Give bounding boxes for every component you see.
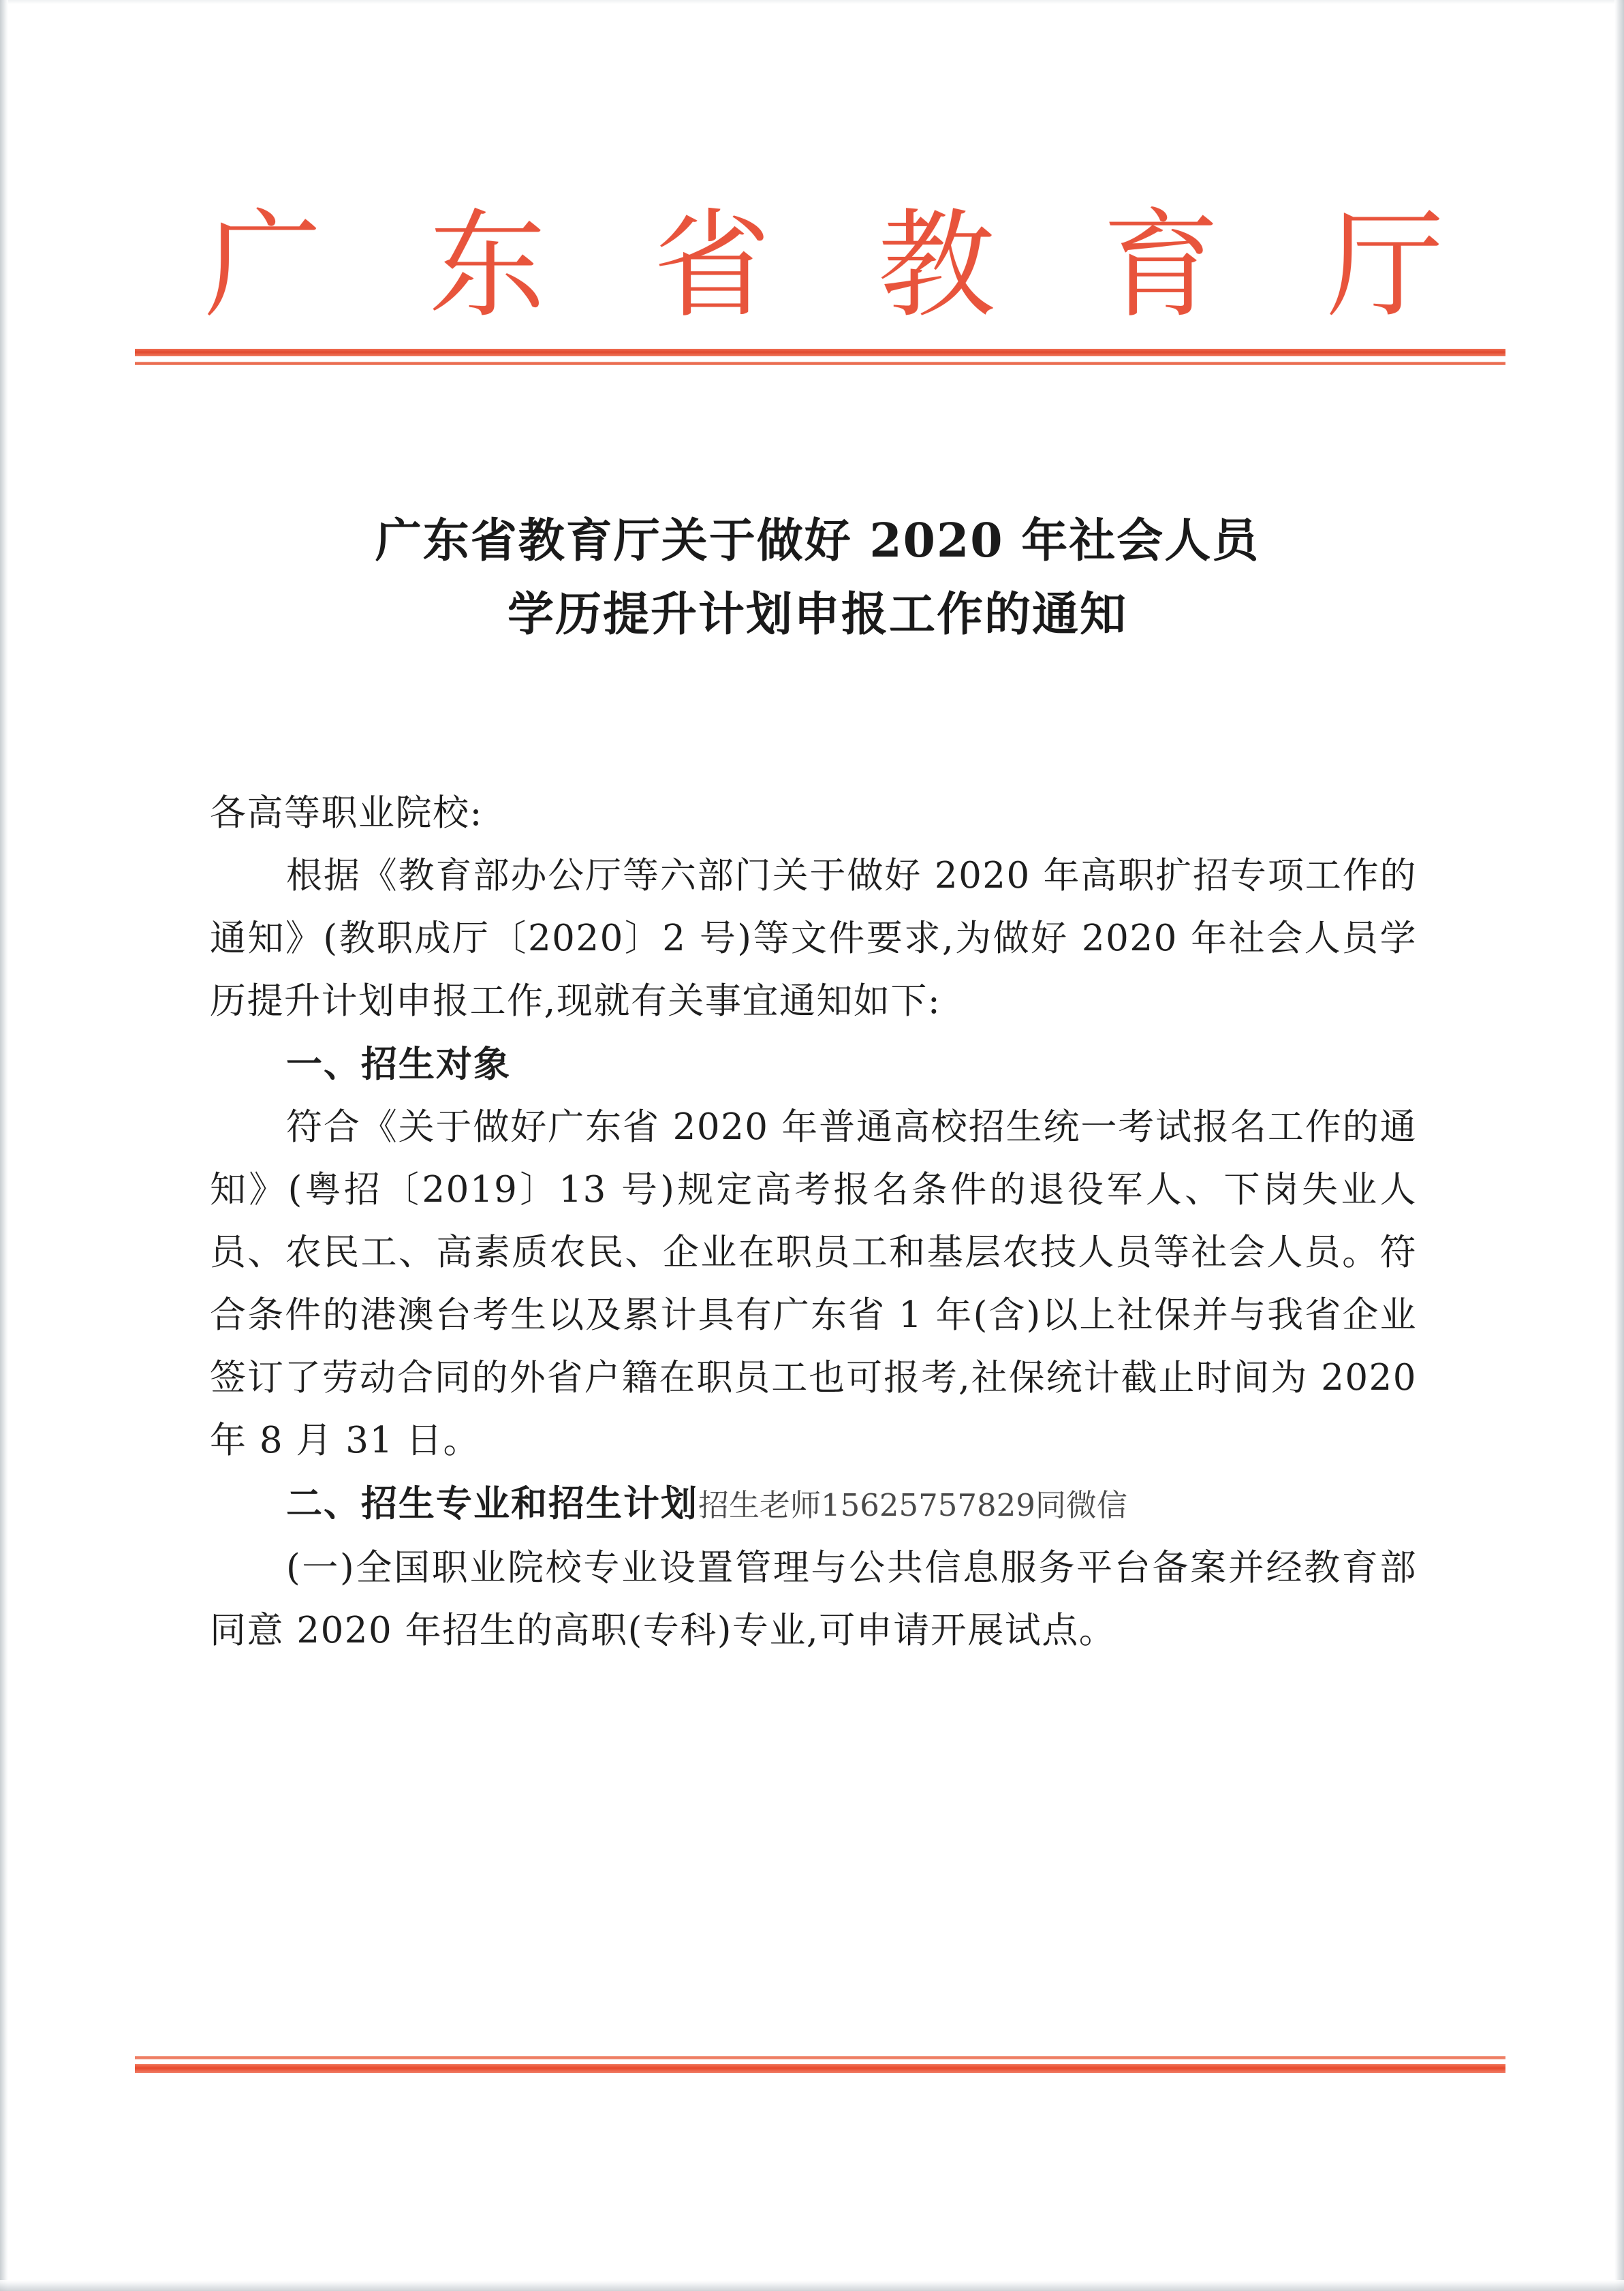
letterhead-char-5: 育 <box>1102 197 1220 334</box>
header-red-double-rule <box>135 349 1505 367</box>
recruiter-contact-annotation: 招生老师15625757829同微信 <box>698 1487 1127 1523</box>
document-title-line-2: 学历提升计划申报工作的通知 <box>507 587 1127 642</box>
document-title <box>204 504 1431 651</box>
section-two-heading-row <box>210 1472 1417 1537</box>
footer-rule-thin <box>135 2056 1505 2059</box>
letterhead-char-2: 东 <box>428 197 546 334</box>
scan-edge-left <box>0 0 8 2291</box>
section-one-paragraph: 符合《关于做好广东省 2020 年普通高校招生统一考试报名工作的通知》(粤招〔2019〕13 号)规定高考报名条件的退役军人、下岗失业人员、农民工、高素质农民、企业在职员工和基层农技人员等社会人员。符合条件的港澳台考生以及累计具有广东省 1 年(含)以上社保并与我省企业签订了劳动合同的外省户籍在职员工也可报考,社保统计截止时间为 2020 年 8 月 31 日。 <box>210 1106 1417 1461</box>
letterhead-char-3: 省 <box>653 197 771 334</box>
footer-red-double-rule <box>135 2056 1505 2074</box>
scan-edge-bottom <box>0 2280 1624 2291</box>
header-rule-thick <box>135 349 1505 356</box>
scan-edge-right <box>1614 0 1624 2291</box>
intro-paragraph: 根据《教育部办公厅等六部门关于做好 2020 年高职扩招专项工作的通知》(教职成厅〔2020〕2 号)等文件要求,为做好 2020 年社会人员学历提升计划申报工作,现就有关事宜通知如下: <box>210 855 1417 1022</box>
salutation: 各高等职业院校: <box>210 792 483 834</box>
letterhead-char-4: 教 <box>877 197 995 334</box>
section-one-heading-row <box>210 1033 1417 1096</box>
letterhead-char-1: 广 <box>204 197 322 334</box>
section-one-heading: 一、招生对象 <box>286 1043 511 1085</box>
scan-edge-top <box>0 0 1624 4</box>
section-two-heading: 二、招生专业和招生计划 <box>286 1482 698 1525</box>
header-rule-thin <box>135 362 1505 365</box>
section-two-item-one: (一)全国职业院校专业设置管理与公共信息服务平台备案并经教育部同意 2020 年招生的高职(专科)专业,可申请开展试点。 <box>210 1547 1417 1651</box>
document-title-line-1: 广东省教育厅关于做好 2020 年社会人员 <box>375 514 1260 568</box>
footer-rule-thick <box>135 2064 1505 2073</box>
document-body <box>210 782 1417 1662</box>
letterhead-organization-name <box>204 198 1444 334</box>
letterhead-char-6: 厅 <box>1326 197 1444 334</box>
